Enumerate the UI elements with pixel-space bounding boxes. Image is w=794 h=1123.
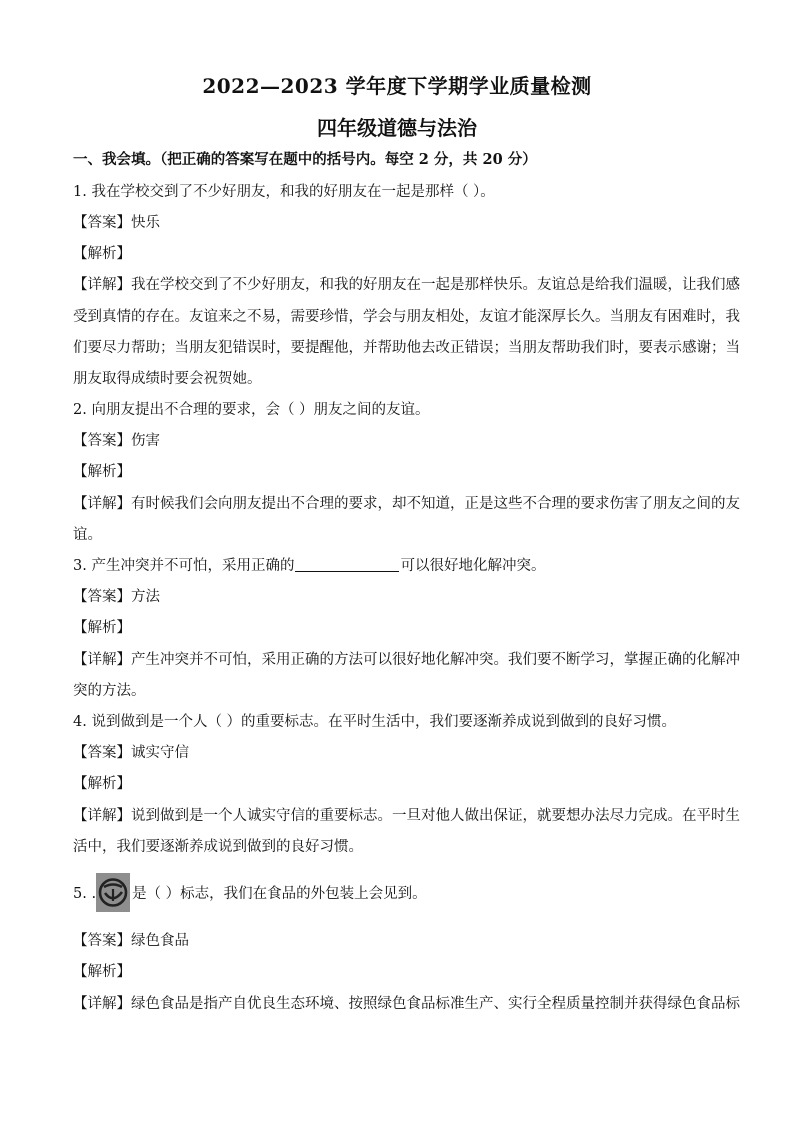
detail-text: 说到做到是一个人诚实守信的重要标志。一旦对他人做出保证，就要想办法尽力完成。在平时生	[131, 808, 740, 824]
question-4: 4. 说到做到是一个人（ ）的重要标志。在平时生活中，我们要逐渐养成说到做到的良好习惯。	[73, 714, 677, 730]
answer-line-1	[73, 213, 160, 233]
analysis-label: 【解析】	[73, 464, 131, 480]
detail-label: 【详解】	[73, 652, 131, 668]
answer-line-4	[73, 743, 189, 763]
section-heading: 一、我会填。（把正确的答案写在题中的括号内。每空 2 分，共 20 分）	[73, 151, 537, 168]
analysis-label: 【解析】	[73, 964, 131, 980]
detail-line	[73, 275, 740, 295]
green-food-logo-icon	[96, 873, 130, 912]
question-text: 3. 产生冲突并不可怕，采用正确的	[73, 558, 295, 574]
answer-label: 【答案】	[73, 433, 131, 449]
question-text: 是（ ）标志，我们在食品的外包装上会见到。	[132, 886, 427, 902]
detail-line: 活中，我们要逐渐养成说到做到的良好习惯。	[73, 839, 363, 855]
detail-line	[73, 494, 740, 514]
page-title: 2022—2023 学年度下学期学业质量检测	[202, 74, 592, 98]
question-3	[73, 556, 545, 576]
detail-text: 绿色食品是指产自优良生态环境、按照绿色食品标准生产、实行全程质量控制并获得绿色食品标	[131, 996, 740, 1012]
answer-label: 【答案】	[73, 215, 131, 231]
detail-label: 【详解】	[73, 496, 131, 512]
detail-line: 朋友取得成绩时要会祝贺她。	[73, 371, 262, 387]
analysis-label: 【解析】	[73, 776, 131, 792]
question-text: 可以很好地化解冲突。	[400, 558, 546, 574]
answer-line-3	[73, 587, 160, 607]
detail-line	[73, 994, 740, 1014]
detail-text: 有时候我们会向朋友提出不合理的要求，却不知道，正是这些不合理的要求伤害了朋友之间的友	[131, 496, 740, 512]
answer-label: 【答案】	[73, 589, 131, 605]
question-text: 5. .	[73, 886, 97, 902]
answer-label: 【答案】	[73, 933, 131, 949]
detail-label: 【详解】	[73, 808, 131, 824]
page-subtitle: 四年级道德与法治	[317, 116, 477, 140]
answer-label: 【答案】	[73, 745, 131, 761]
answer-line-2	[73, 431, 160, 451]
detail-line	[73, 806, 740, 826]
analysis-label: 【解析】	[73, 246, 131, 262]
detail-line: 们要尽力帮助；当朋友犯错误时，要提醒他，并帮助他去改正错误；当朋友帮助我们时，要表示感谢；当	[73, 340, 740, 356]
detail-line: 谊。	[73, 527, 102, 543]
answer-line-5	[73, 931, 189, 951]
question-1: 1. 我在学校交到了不少好朋友，和我的好朋友在一起是那样（ ）。	[73, 184, 495, 200]
answer-value: 快乐	[131, 215, 160, 231]
answer-value: 伤害	[131, 433, 160, 449]
detail-line: 突的方法。	[73, 683, 146, 699]
answer-value: 方法	[131, 589, 160, 605]
answer-value: 诚实守信	[131, 745, 189, 761]
detail-text: 产生冲突并不可怕，采用正确的方法可以很好地化解冲突。我们要不断学习，掌握正确的化解冲	[131, 652, 740, 668]
fill-blank	[295, 557, 399, 572]
analysis-label: 【解析】	[73, 620, 131, 636]
detail-line	[73, 650, 740, 670]
question-2: 2. 向朋友提出不合理的要求，会（ ）朋友之间的友谊。	[73, 402, 430, 418]
detail-line: 受到真情的存在。友谊来之不易，需要珍惜，学会与朋友相处，友谊才能深厚长久。当朋友有困难时，我	[73, 309, 740, 325]
detail-label: 【详解】	[73, 996, 131, 1012]
detail-text: 我在学校交到了不少好朋友，和我的好朋友在一起是那样快乐。友谊总是给我们温暖，让我们感	[131, 277, 740, 293]
answer-value: 绿色食品	[131, 933, 189, 949]
detail-label: 【详解】	[73, 277, 131, 293]
